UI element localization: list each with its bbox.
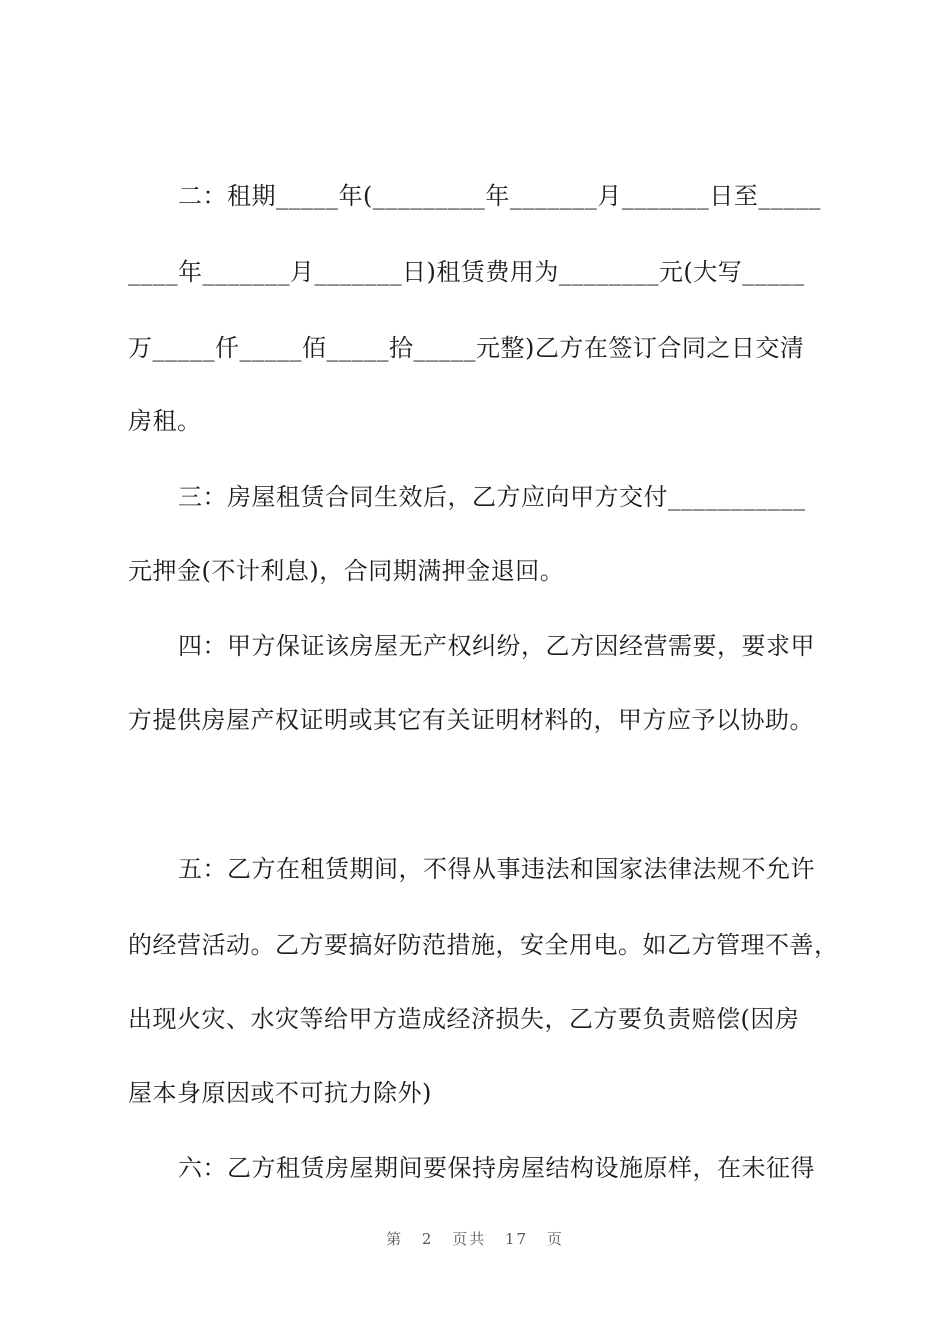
clause-4-line-1: 四：甲方保证该房屋无产权纠纷，乙方因经营需要，要求甲 bbox=[178, 632, 815, 660]
clause-3-line-1: 三：房屋租赁合同生效后，乙方应向甲方交付___________ bbox=[178, 483, 806, 511]
footer-suffix: 页 bbox=[546, 1230, 564, 1248]
footer-middle: 页共 bbox=[452, 1230, 487, 1248]
clause-6-line-1: 六：乙方租赁房屋期间要保持房屋结构设施原样，在未征得 bbox=[178, 1154, 815, 1182]
clause-5-line-4: 屋本身原因或不可抗力除外) bbox=[128, 1079, 432, 1107]
clause-3-line-2: 元押金(不计利息)，合同期满押金退回。 bbox=[128, 557, 565, 585]
footer-prefix: 第 bbox=[386, 1230, 404, 1248]
clause-5-line-1: 五：乙方在租赁期间，不得从事违法和国家法律法规不允许 bbox=[178, 855, 815, 883]
clause-5-line-3: 出现火灾、水灾等给甲方造成经济损失，乙方要负责赔偿(因房 bbox=[128, 1005, 800, 1033]
clause-2-line-2: ____年_______月_______日)租赁费用为________元(大写_____ bbox=[128, 258, 805, 286]
clause-2-line-3: 万_____仟_____佰_____拾_____元整)乙方在签订合同之日交清 bbox=[128, 334, 805, 362]
footer-page-number: 2 bbox=[421, 1230, 434, 1248]
clause-2-line-4: 房租。 bbox=[128, 407, 202, 435]
clause-4-line-2: 方提供房屋产权证明或其它有关证明材料的，甲方应予以协助。 bbox=[128, 706, 814, 734]
page-footer bbox=[0, 1228, 950, 1249]
footer-total-pages: 17 bbox=[505, 1230, 529, 1248]
clause-2-line-1: 二：租期_____年(_________年_______月_______日至_____ bbox=[178, 182, 821, 210]
clause-5-line-2: 的经营活动。乙方要搞好防范措施，安全用电。如乙方管理不善， bbox=[128, 931, 839, 959]
